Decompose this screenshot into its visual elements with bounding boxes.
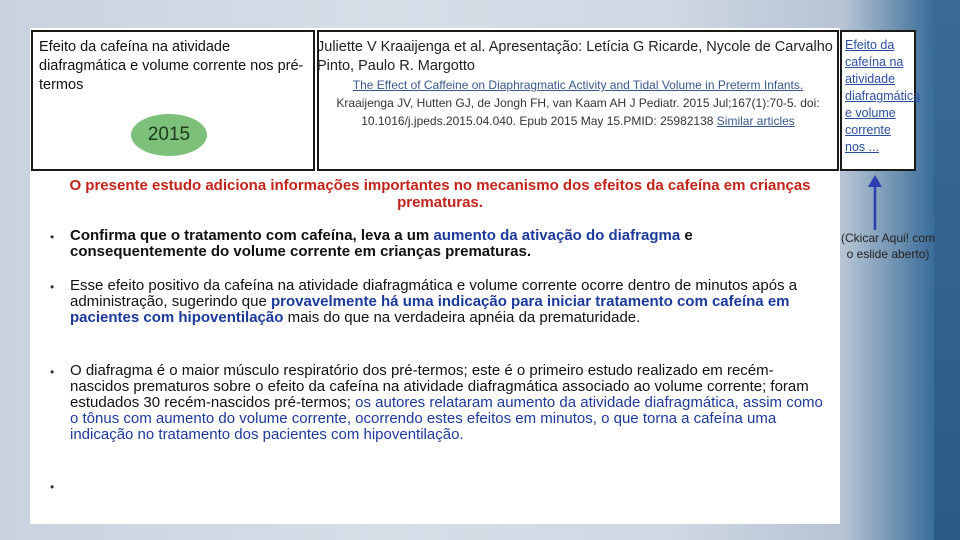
side-link[interactable]: Efeito da cafeína na atividade diafragmática e volume corrente nos ... (845, 38, 921, 154)
bullet-marker: • (50, 280, 55, 294)
bullet-text (70, 363, 830, 443)
bullet-marker: • (50, 480, 55, 494)
reference-box (317, 30, 839, 171)
click-note: (Ckicar Aqui! com o eslide aberto) (840, 231, 936, 261)
authors-line: Juliette V Kraaijenga et al. Apresentação: Letícia G Ricarde, Nycole de Carvalho Pinto, Paulo R. Margotto (317, 39, 833, 74)
side-link-box (840, 30, 921, 171)
highlight-statement: O presente estudo adiciona informações importantes no mecanismo dos efeitos da cafeína em crianças prematuras. (69, 177, 811, 211)
up-arrow-icon (868, 175, 882, 230)
similar-articles-link[interactable]: Similar articles (716, 114, 795, 128)
year-badge: 2015 (131, 114, 207, 156)
bullet-3-part-1: O diafragma é o maior músculo respiratório dos pré-termos; este é o primeiro estudo realizado em recém-nascidos prematuros sobre o efeito da cafeína na atividade diafragmática associado ao volume corrente; foram estudados 30 recém-nascidos pré-termos; (70, 362, 809, 411)
bullet-2-emphasis: provavelmente há uma indicação para iniciar tratamento com cafeína em pacientes com hipoventilação (70, 293, 790, 326)
bullet-text (70, 278, 830, 326)
article-title-link[interactable]: The Effect of Caffeine on Diaphragmatic Activity and Tidal Volume in Preterm Infants. (352, 78, 804, 92)
background-stripe (934, 0, 960, 540)
bullet-1-part-1: Confirma que o tratamento com cafeína, leva a um (70, 227, 434, 244)
bullet-3-emphasis: os autores relataram aumento da atividade diafragmática, assim como o tônus com aumento do volume corrente, ocorrendo estes efeitos em minutos, o que torna a cafeína uma indicação no tratamento dos pacientes com hipoventilação. (70, 394, 823, 443)
bullet-marker: • (50, 365, 55, 379)
bullet-marker: • (50, 230, 55, 244)
title-box (31, 30, 315, 171)
bullet-text (70, 228, 830, 260)
bullet-2-part-3: mais do que na verdadeira apnéia da prematuridade. (283, 309, 641, 326)
bullet-1-emphasis: aumento da ativação do diafragma (433, 227, 681, 244)
bullet-1-part-3: e consequentemente do volume corrente em crianças prematuras. (70, 227, 693, 260)
bullet-2-part-1: Esse efeito positivo da cafeína na atividade diafragmática e volume corrente ocorre dentro de minutos após a administração, sugerindo que (70, 277, 798, 310)
citation-block (319, 76, 837, 130)
slide-title: Efeito da cafeína na atividade diafragmática e volume corrente nos pré-termos (39, 39, 304, 93)
citation-text: Kraaijenga JV, Hutten GJ, de Jongh FH, van Kaam AH J Pediatr. 2015 Jul;167(1):70-5. doi: 10.1016/j.jpeds.2015.04.040. Epub 2015 May 15.PMID: 25982138 (336, 96, 820, 128)
